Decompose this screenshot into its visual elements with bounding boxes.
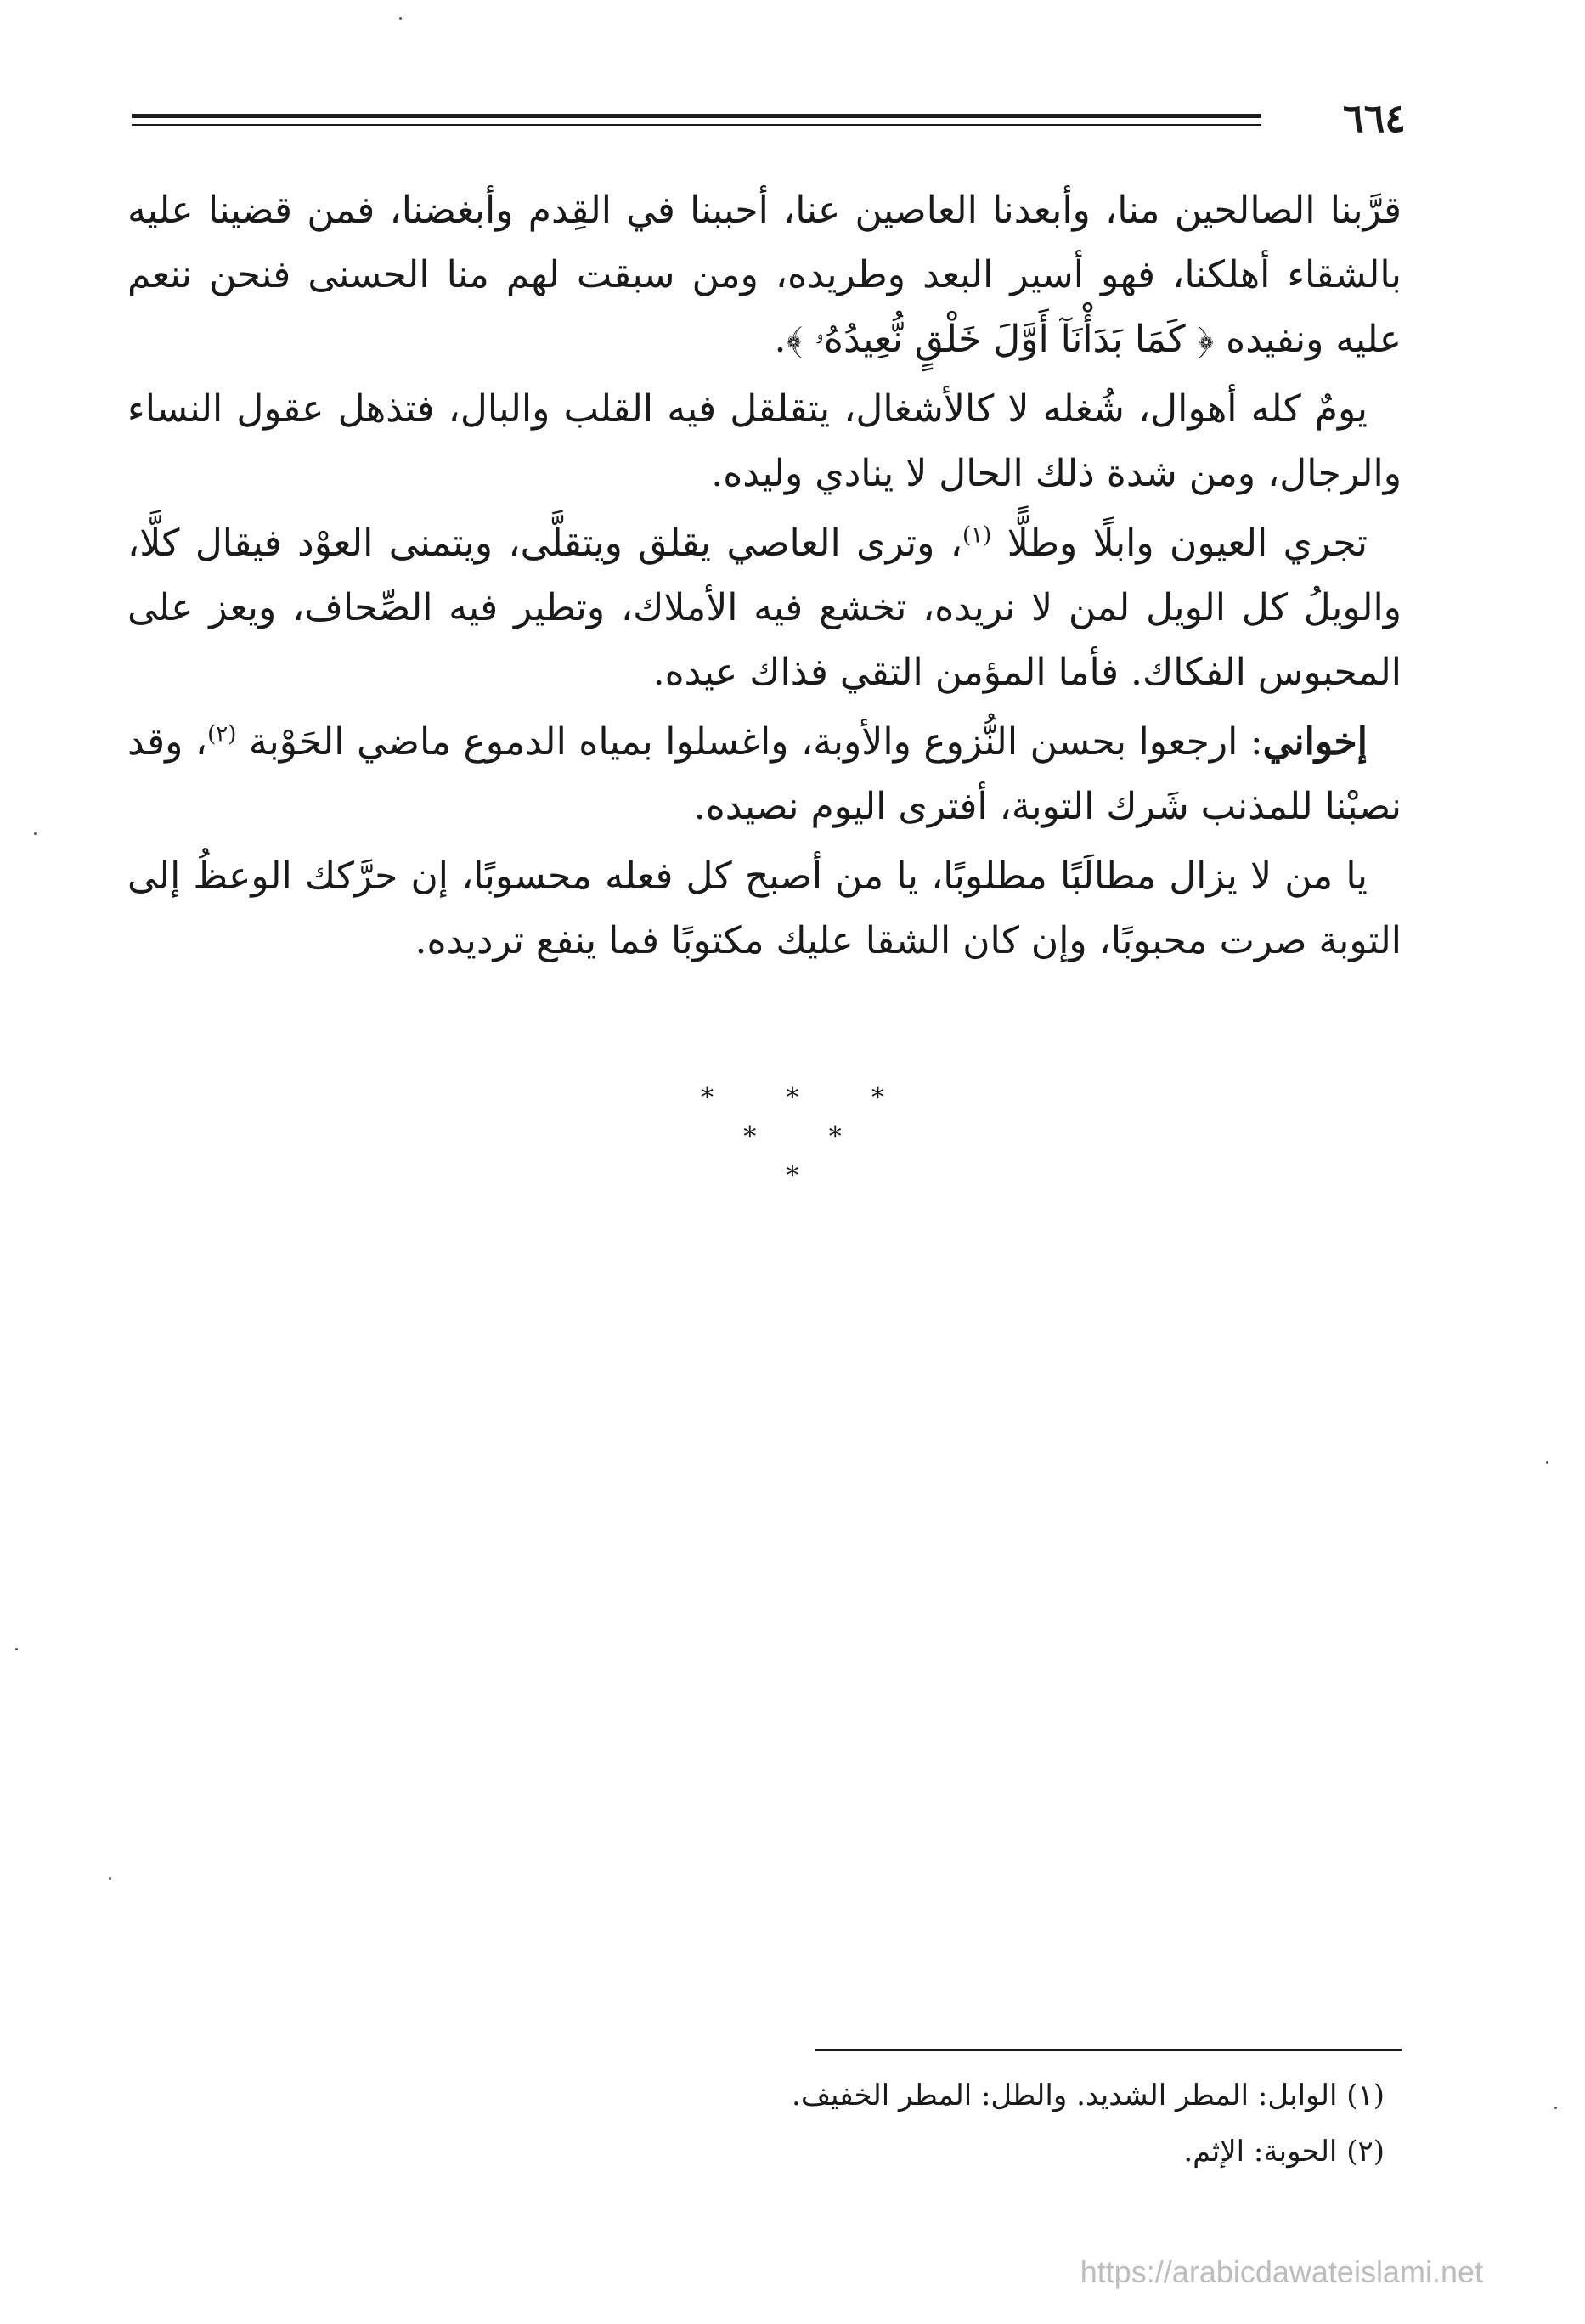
- page-header: [132, 95, 1406, 146]
- paragraph-3: [127, 511, 1402, 705]
- separator-row-3: *: [786, 1161, 832, 1191]
- scan-speck: [109, 1877, 111, 1880]
- paragraph-1-text: قرَّبنا الصالحين منا، وأبعدنا العاصين عنا، أحببنا في القِدم وأبغضنا، فمن قضينا عليه بالشقاء أهلكنا، فهو أسير البعد وطريده، ومن سبقت لهم منا الحسنى فنحن ننعم عليه ونفيده: [127, 189, 1402, 361]
- paragraph-2-text: يومٌ كله أهوال، شُغله لا كالأشغال، يتقلقل فيه القلب والبال، فتذهل عقول النساء والرجال، ومن شدة ذلك الحال لا ينادي وليده.: [127, 387, 1402, 495]
- quran-verse: ﴿ كَمَا بَدَأْنَآ أَوَّلَ خَلْقٍ نُّعِيدُهُۥ ﴾.: [774, 318, 1215, 361]
- scan-speck: [34, 832, 37, 835]
- footnotes: [510, 2069, 1385, 2181]
- scan-speck: [1546, 1461, 1548, 1464]
- scan-speck: [15, 1648, 18, 1650]
- page-body: [127, 178, 1402, 979]
- paragraph-1: [127, 178, 1402, 372]
- paragraph-4-text-after: ، وقد نصبْنا للمذنب شَرك التوبة، أفترى اليوم نصيده.: [127, 720, 1402, 828]
- paragraph-4-lead: إخواني: [1262, 720, 1368, 764]
- watermark-url: https://arabicdawateislami.net: [1080, 2254, 1483, 2289]
- section-separator: [0, 1079, 1585, 1196]
- scan-speck: [399, 17, 402, 20]
- footnote-rule: [815, 2049, 1402, 2051]
- paragraph-3-text-after: ، وترى العاصي يقلق ويتقلَّى، ويتمنى العوْد فيقال كلَّا، والويلُ كل الويل لمن لا نريده، تخشع فيه الأملاك، وتطير فيه الصِّحاف، ويعز على المحبوس الفكاك. فأما المؤمن التقي فذاك عيده.: [127, 522, 1402, 694]
- paragraph-4: [127, 710, 1402, 839]
- paragraph-3-text-before: تجري العيون وابلًا وطلًّا: [991, 522, 1368, 565]
- header-rule-thick: [132, 114, 1261, 118]
- separator-row-2: * *: [743, 1122, 874, 1152]
- footnote-ref-1[interactable]: (١): [962, 522, 992, 549]
- separator-row-1: * * *: [700, 1083, 917, 1113]
- paragraph-2: [127, 377, 1402, 506]
- paragraph-5-text: يا من لا يزال مطالَبًا مطلوبًا، يا من أصبح كل فعله محسوبًا، إن حرَّكك الوعظُ إلى التوبة صرت محبوبًا، وإن كان الشقا عليك مكتوبًا فما ينفع ترديده.: [127, 855, 1402, 962]
- header-rule-thin: [132, 124, 1261, 126]
- paragraph-4-text-before: : ارجعوا بحسن النُّزوع والأوبة، واغسلوا بمياه الدموع ماضي الحَوْبة: [236, 720, 1263, 764]
- footnote-1: (١) الوابل: المطر الشديد. والطل: المطر الخفيف.: [792, 2079, 1385, 2112]
- paragraph-5: [127, 844, 1402, 973]
- scan-speck: [1554, 2107, 1557, 2109]
- footnote-2: (٢) الحوبة: الإثم.: [1183, 2135, 1385, 2169]
- footnote-ref-2[interactable]: (٢): [207, 721, 237, 747]
- page-number: ٦٦٤: [1342, 95, 1406, 141]
